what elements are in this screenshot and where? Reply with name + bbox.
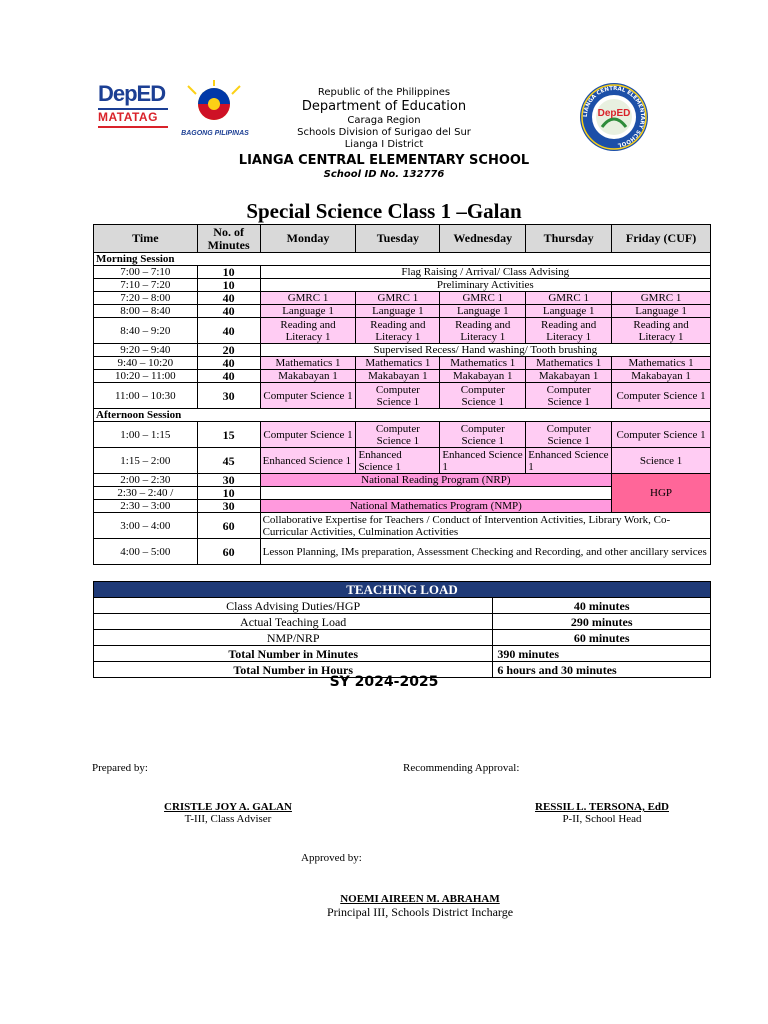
subject-cell: Computer Science 1 (440, 422, 526, 448)
time-cell: 1:15 – 2:00 (94, 448, 198, 474)
recommending-label: Recommending Approval: (403, 762, 520, 774)
load-label: Actual Teaching Load (94, 614, 493, 630)
time-cell: 8:00 – 8:40 (94, 305, 198, 318)
activity-cell: Collaborative Expertise for Teachers / Conduct of Intervention Activities, Library Work, Co-Curricular Activities, Culmination Activities (260, 513, 710, 539)
subject-cell: Computer Science 1 (526, 422, 612, 448)
empty-cell (260, 487, 612, 500)
subject-cell: Language 1 (612, 305, 711, 318)
table-row (94, 305, 711, 318)
bagong-pilipinas-text: BAGONG PILIPINAS (181, 130, 249, 137)
school-seal-center-text: DepED (597, 108, 631, 119)
afternoon-session-label: Afternoon Session (94, 409, 711, 422)
time-cell: 8:40 – 9:20 (94, 318, 198, 344)
activity-cell: Flag Raising / Arrival/ Class Advising (260, 266, 710, 279)
subject-cell: Computer Science 1 (440, 383, 526, 409)
load-value: 6 hours and 30 minutes (493, 662, 711, 678)
district-line: Lianga I District (344, 139, 424, 150)
subject-cell: Reading and Literacy 1 (612, 318, 711, 344)
approver-signature (270, 893, 570, 920)
load-label: Total Number in Minutes (94, 646, 493, 662)
subject-cell: Reading and Literacy 1 (356, 318, 440, 344)
division-line: Schools Division of Surigao del Sur (297, 127, 471, 138)
table-row (94, 357, 711, 370)
load-value: 390 minutes (493, 646, 711, 662)
preparer-title: T-III, Class Adviser (184, 813, 272, 825)
subject-cell: GMRC 1 (356, 292, 440, 305)
table-row (94, 614, 711, 630)
page-title: Special Science Class 1 –Galan (246, 199, 522, 223)
prepared-by-label: Prepared by: (92, 762, 148, 774)
subject-cell: GMRC 1 (526, 292, 612, 305)
activity-cell: Supervised Recess/ Hand washing/ Tooth brushing (260, 344, 710, 357)
school-name: LIANGA CENTRAL ELEMENTARY SCHOOL (238, 153, 530, 168)
school-seal-ring-text: LIANGA CENTRAL ELEMENTARY SCHOOL (582, 85, 646, 148)
approved-by-label: Approved by: (301, 852, 362, 864)
subject-cell: Science 1 (612, 448, 711, 474)
subject-cell: Computer Science 1 (356, 422, 440, 448)
nmp-cell: National Mathematics Program (NMP) (260, 500, 612, 513)
hgp-cell: HGP (612, 474, 711, 513)
teaching-load-table (93, 581, 711, 678)
activity-cell: Lesson Planning, IMs preparation, Assessment Checking and Recording, and other ancillary services (260, 539, 710, 565)
time-cell: 2:30 – 3:00 (94, 500, 198, 513)
load-value: 290 minutes (493, 614, 711, 630)
subject-cell: Mathematics 1 (356, 357, 440, 370)
subject-cell: Makabayan 1 (526, 370, 612, 383)
col-header-tuesday: Tuesday (356, 225, 440, 253)
table-row (94, 266, 711, 279)
letterhead (0, 78, 768, 178)
subject-cell: Reading and Literacy 1 (260, 318, 356, 344)
school-year: SY 2024-2025 (329, 674, 439, 690)
recommender-signature (502, 801, 702, 825)
subject-cell: Mathematics 1 (526, 357, 612, 370)
time-cell: 7:00 – 7:10 (94, 266, 198, 279)
subject-cell: Language 1 (356, 305, 440, 318)
subject-cell: Makabayan 1 (260, 370, 356, 383)
time-cell: 10:20 – 11:00 (94, 370, 198, 383)
nrp-cell: National Reading Program (NRP) (260, 474, 612, 487)
subject-cell: Computer Science 1 (526, 383, 612, 409)
col-header-thursday: Thursday (526, 225, 612, 253)
table-row (94, 422, 711, 448)
table-row (94, 598, 711, 614)
table-row (94, 292, 711, 305)
table-row (94, 513, 711, 539)
table-row (94, 474, 711, 487)
matatag-logo-text: MATATAG (98, 110, 158, 124)
minutes-cell: 10 (197, 487, 260, 500)
recommender-name: RESSIL L. TERSONA, EdD (535, 801, 669, 813)
approver-title: Principal III, Schools District Incharge (326, 905, 514, 919)
load-label: Total Number in Hours (94, 662, 493, 678)
activity-cell: Preliminary Activities (260, 279, 710, 292)
session-row (94, 409, 711, 422)
minutes-cell: 40 (197, 305, 260, 318)
subject-cell: Enhanced Science 1 (260, 448, 356, 474)
time-cell: 9:40 – 10:20 (94, 357, 198, 370)
subject-cell: GMRC 1 (440, 292, 526, 305)
table-row (94, 279, 711, 292)
subject-cell: Computer Science 1 (612, 422, 711, 448)
minutes-cell: 10 (197, 279, 260, 292)
subject-cell: Computer Science 1 (356, 383, 440, 409)
subject-cell: Computer Science 1 (260, 422, 356, 448)
region-line: Caraga Region (347, 115, 421, 126)
subject-cell: Reading and Literacy 1 (440, 318, 526, 344)
recommender-title: P-II, School Head (562, 813, 642, 825)
subject-cell: Computer Science 1 (260, 383, 356, 409)
subject-cell: Computer Science 1 (612, 383, 711, 409)
department-line: Department of Education (301, 99, 467, 114)
subject-cell: Makabayan 1 (612, 370, 711, 383)
minutes-cell: 40 (197, 370, 260, 383)
load-value: 60 minutes (493, 630, 711, 646)
subject-cell: Mathematics 1 (440, 357, 526, 370)
minutes-cell: 15 (197, 422, 260, 448)
minutes-cell: 10 (197, 266, 260, 279)
col-header-monday: Monday (260, 225, 356, 253)
subject-cell: Makabayan 1 (356, 370, 440, 383)
time-cell: 7:10 – 7:20 (94, 279, 198, 292)
minutes-cell: 20 (197, 344, 260, 357)
approver-name: NOEMI AIREEN M. ABRAHAM (340, 893, 500, 905)
minutes-cell: 30 (197, 474, 260, 487)
subject-cell: Mathematics 1 (612, 357, 711, 370)
teaching-load-header-row (94, 582, 711, 598)
time-cell: 2:00 – 2:30 (94, 474, 198, 487)
subject-cell: GMRC 1 (612, 292, 711, 305)
minutes-cell: 30 (197, 500, 260, 513)
table-row (94, 630, 711, 646)
table-row (94, 344, 711, 357)
col-header-wednesday: Wednesday (440, 225, 526, 253)
time-cell: 2:30 – 2:40 / (94, 487, 198, 500)
table-row (94, 318, 711, 344)
table-row (94, 370, 711, 383)
subject-cell: Language 1 (440, 305, 526, 318)
table-row (94, 383, 711, 409)
minutes-cell: 40 (197, 292, 260, 305)
table-row (94, 646, 711, 662)
subject-cell: Language 1 (526, 305, 612, 318)
time-cell: 3:00 – 4:00 (94, 513, 198, 539)
load-value: 40 minutes (493, 598, 711, 614)
preparer-name: CRISTLE JOY A. GALAN (164, 801, 292, 813)
minutes-cell: 45 (197, 448, 260, 474)
morning-session-label: Morning Session (94, 253, 711, 266)
subject-cell: Enhanced Science 1 (356, 448, 440, 474)
col-header-time: Time (94, 225, 198, 253)
minutes-cell: 60 (197, 539, 260, 565)
table-row (94, 539, 711, 565)
minutes-cell: 40 (197, 318, 260, 344)
minutes-cell: 30 (197, 383, 260, 409)
school-id: School ID No. 132776 (323, 169, 445, 180)
session-row (94, 253, 711, 266)
col-header-minutes: No. of Minutes (197, 225, 260, 253)
republic-line: Republic of the Philippines (317, 87, 451, 98)
letterhead-text (0, 86, 768, 181)
time-cell: 4:00 – 5:00 (94, 539, 198, 565)
time-cell: 7:20 – 8:00 (94, 292, 198, 305)
time-cell: 11:00 – 10:30 (94, 383, 198, 409)
subject-cell: Mathematics 1 (260, 357, 356, 370)
subject-cell: Enhanced Science 1 (526, 448, 612, 474)
subject-cell: GMRC 1 (260, 292, 356, 305)
load-label: Class Advising Duties/HGP (94, 598, 493, 614)
table-row (94, 448, 711, 474)
table-header-row (94, 225, 711, 253)
minutes-cell: 40 (197, 357, 260, 370)
load-label: NMP/NRP (94, 630, 493, 646)
class-schedule-table (93, 224, 711, 565)
deped-logo-text: DepED (98, 81, 166, 106)
teaching-load-header: TEACHING LOAD (94, 582, 711, 598)
subject-cell: Reading and Literacy 1 (526, 318, 612, 344)
subject-cell: Enhanced Science 1 (440, 448, 526, 474)
time-cell: 9:20 – 9:40 (94, 344, 198, 357)
preparer-signature (128, 801, 328, 825)
col-header-friday: Friday (CUF) (612, 225, 711, 253)
minutes-cell: 60 (197, 513, 260, 539)
subject-cell: Language 1 (260, 305, 356, 318)
subject-cell: Makabayan 1 (440, 370, 526, 383)
time-cell: 1:00 – 1:15 (94, 422, 198, 448)
